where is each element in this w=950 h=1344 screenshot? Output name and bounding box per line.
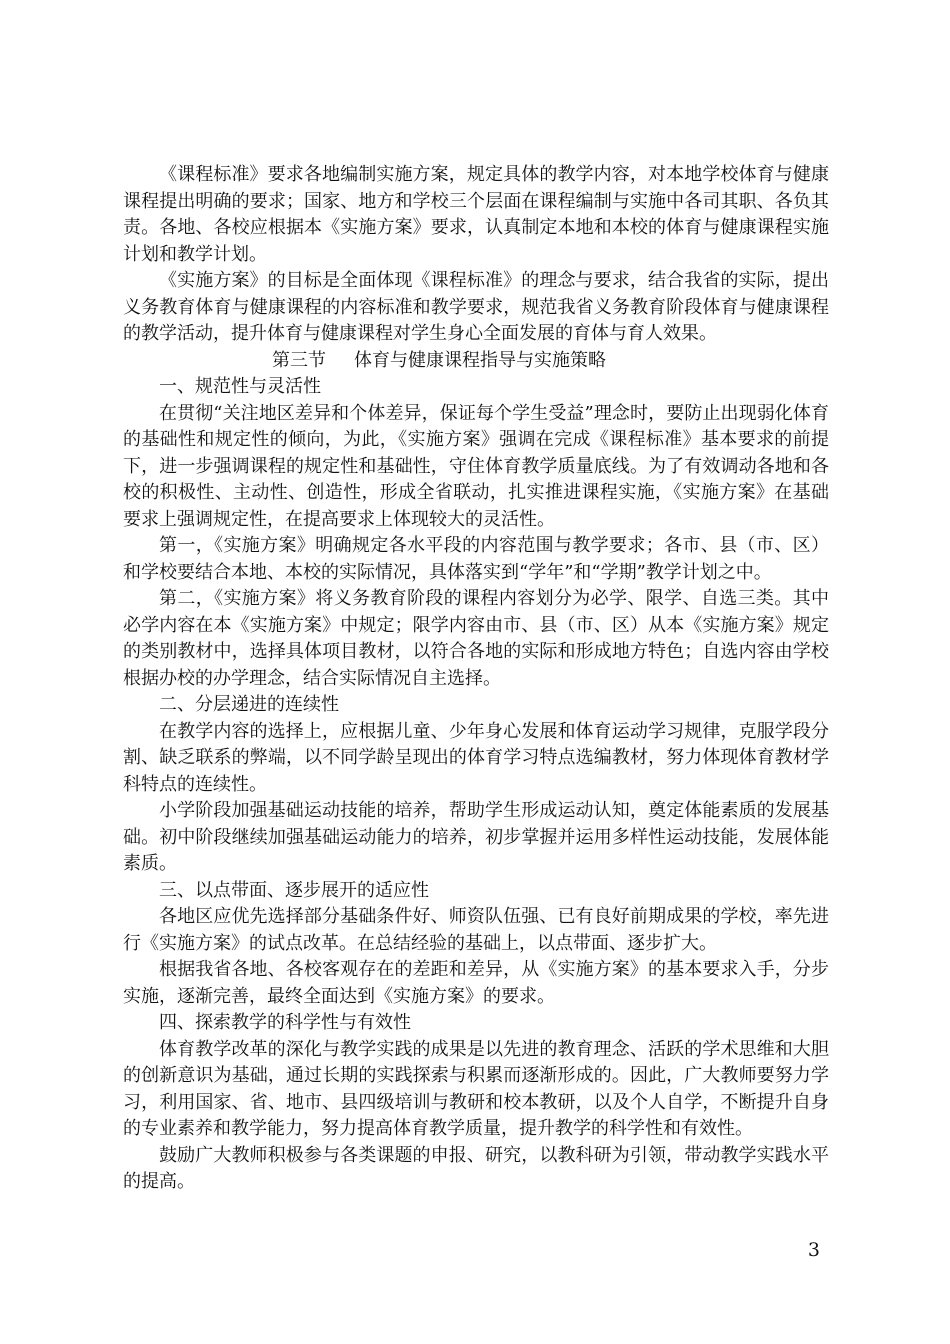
paragraph: 在教学内容的选择上，应根据儿童、少年身心发展和体育运动学习规律，克服学段分割、缺乏联系的弊端，以不同学龄呈现出的体育学习特点选编教材，努力体现体育教材学科特点的连续性。	[123, 720, 829, 795]
paragraph: 《课程标准》要求各地编制实施方案，规定具体的教学内容，对本地学校体育与健康课程提出明确的要求；国家、地方和学校三个层面在课程编制与实施中各司其职、各负其责。各地、各校应根据本《实施方案》要求，认真制定本地和本校的体育与健康课程实施计划和教学计划。	[123, 164, 829, 265]
subsection-heading: 二、分层递进的连续性	[159, 694, 339, 715]
document-body	[123, 162, 829, 1196]
subsection-heading: 四、探索教学的科学性与有效性	[159, 1012, 411, 1033]
paragraph: 鼓励广大教师积极参与各类课题的申报、研究，以教科研为引领，带动教学实践水平的提高。	[123, 1144, 829, 1192]
section-name: 体育与健康课程指导与实施策略	[354, 349, 606, 371]
section-number: 第三节	[272, 349, 326, 371]
paragraph: 《实施方案》的目标是全面体现《课程标准》的理念与要求，结合我省的实际，提出义务教育体育与健康课程的内容标准和教学要求，规范我省义务教育阶段体育与健康课程的教学活动，提升体育与健康课程对学生身心全面发展的育体与育人效果。	[123, 270, 829, 344]
subsection-heading: 一、规范性与灵活性	[159, 376, 321, 397]
paragraph: 在贯彻“关注地区差异和个体差异，保证每个学生受益”理念时，要防止出现弱化体育的基础性和规定性的倾向，为此，《实施方案》强调在完成《课程标准》基本要求的前提下，进一步强调课程的规定性和基础性，守住体育教学质量底线。为了有效调动各地和各校的积极性、主动性、创造性，形成全省联动，扎实推进课程实施，《实施方案》在基础要求上强调规定性，在提高要求上体现较大的灵活性。	[123, 402, 829, 530]
page-number: 3	[807, 1239, 820, 1261]
paragraph: 小学阶段加强基础运动技能的培养，帮助学生形成运动认知，奠定体能素质的发展基础。初中阶段继续加强基础运动能力的培养，初步掌握并运用多样性运动技能，发展体能素质。	[123, 800, 829, 874]
paragraph: 第一，《实施方案》明确规定各水平段的内容范围与教学要求；各市、县（市、区）和学校要结合本地、本校的实际情况，具体落实到“学年”和“学期”教学计划之中。	[123, 535, 829, 583]
paragraph: 根据我省各地、各校客观存在的差距和差异，从《实施方案》的基本要求入手，分步实施，逐渐完善，最终全面达到《实施方案》的要求。	[123, 959, 829, 1007]
section-title	[123, 348, 829, 375]
paragraph: 体育教学改革的深化与教学实践的成果是以先进的教育理念、活跃的学术思维和大胆的创新意识为基础，通过长期的实践探索与积累而逐渐形成的。因此，广大教师要努力学习，利用国家、省、地市、县四级培训与教研和校本教研，以及个人自学，不断提升自身的专业素养和教学能力，努力提高体育教学质量，提升教学的科学性和有效性。	[123, 1038, 829, 1139]
paragraph: 各地区应优先选择部分基础条件好、师资队伍强、已有良好前期成果的学校，率先进行《实施方案》的试点改革。在总结经验的基础上，以点带面、逐步扩大。	[123, 906, 829, 954]
paragraph: 第二，《实施方案》将义务教育阶段的课程内容划分为必学、限学、自选三类。其中必学内容在本《实施方案》中规定；限学内容由市、县（市、区）从本《实施方案》规定的类别教材中，选择具体项目教材，以符合各地的实际和形成地方特色；自选内容由学校根据办校的办学理念，结合实际情况自主选择。	[123, 588, 829, 689]
subsection-heading: 三、以点带面、逐步展开的适应性	[159, 879, 429, 901]
